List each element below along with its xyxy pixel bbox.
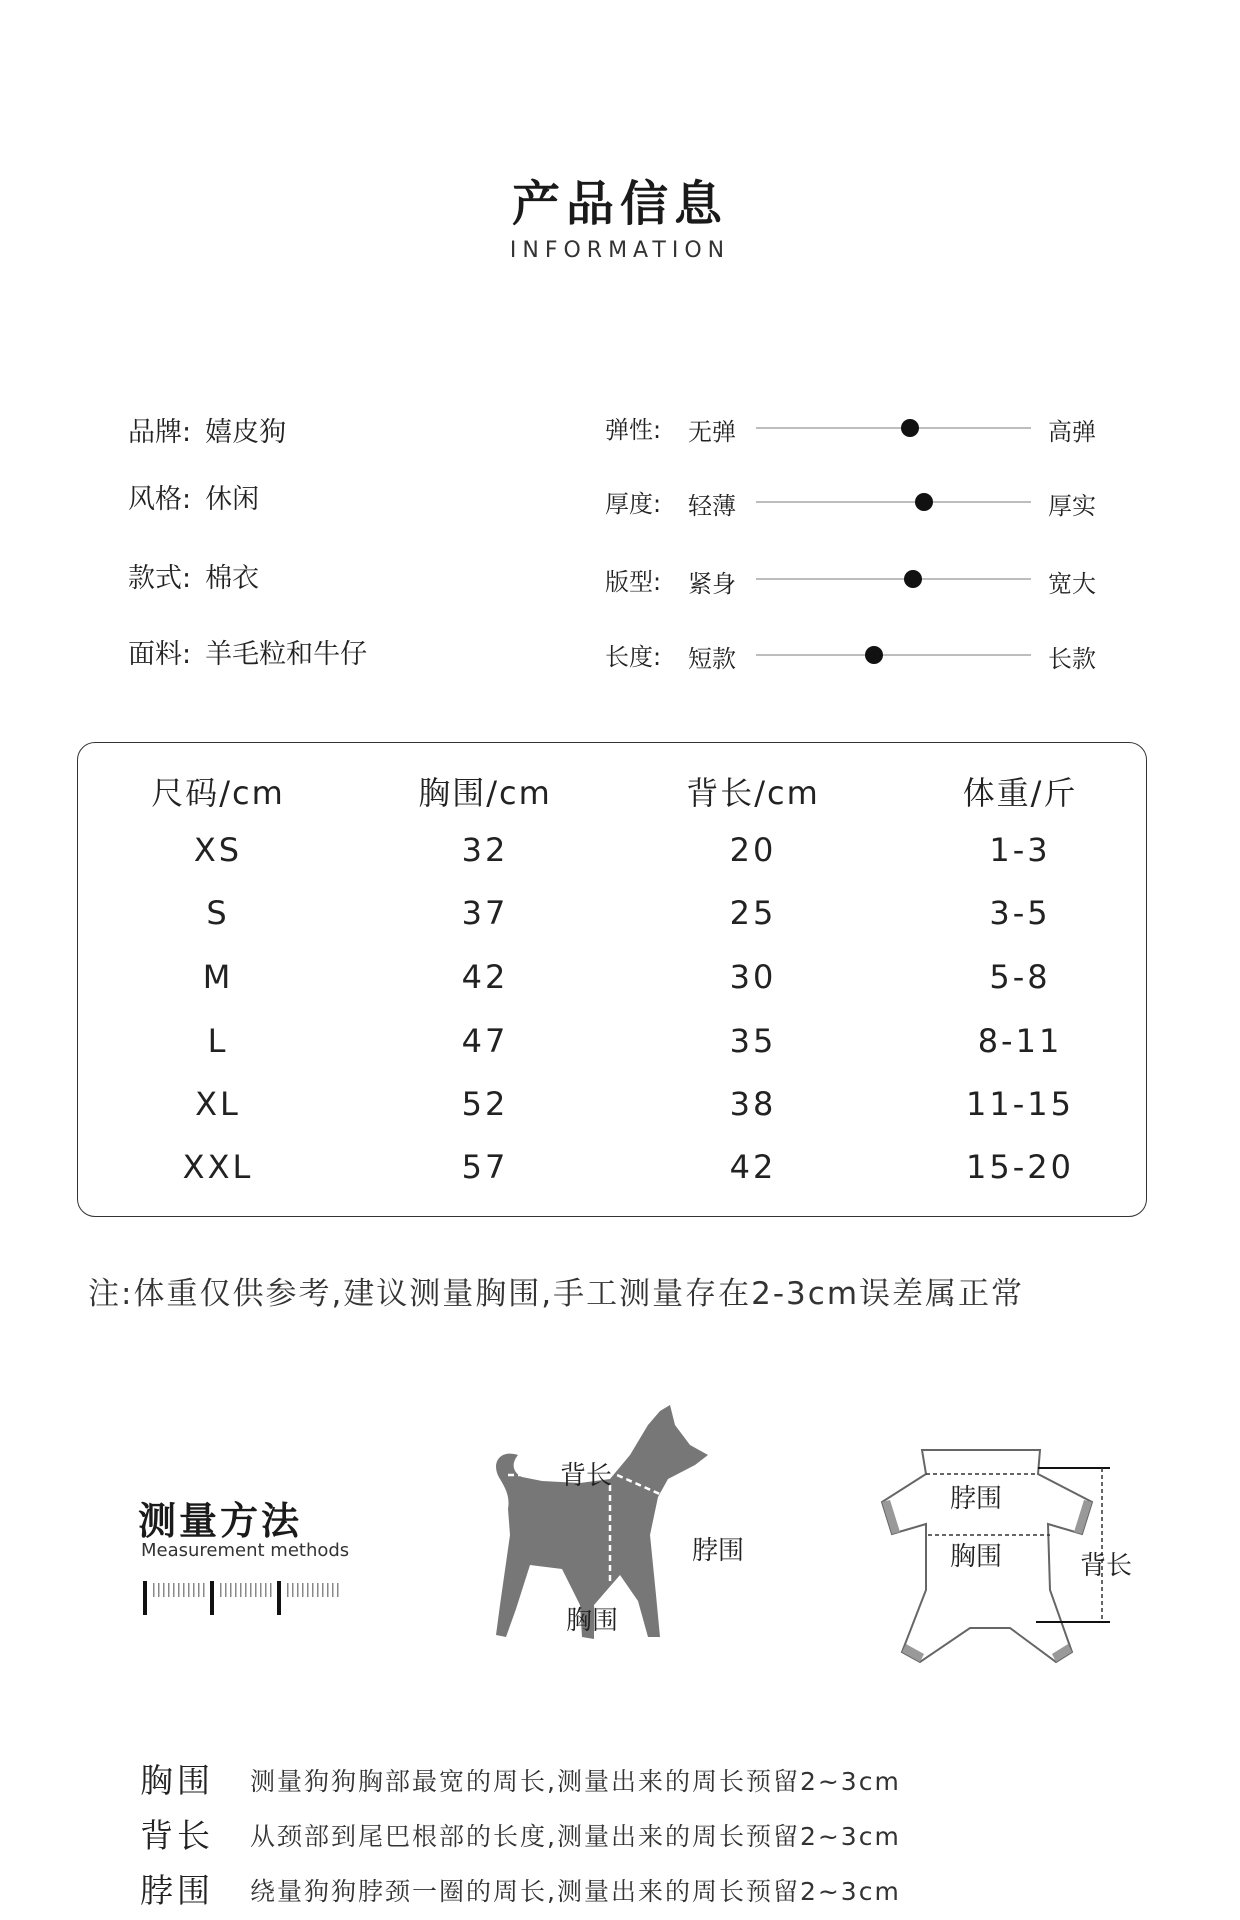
- slider-max-length: 长款: [1048, 645, 1096, 673]
- dog-label-chest: 胸围: [566, 1606, 619, 1636]
- table-cell: 35: [729, 1022, 777, 1060]
- attribute-fabric: [128, 632, 367, 671]
- slider-max-fit: 宽大: [1048, 570, 1096, 598]
- method-title: 测量方法: [138, 1499, 303, 1543]
- page-title: 产品信息: [511, 176, 728, 232]
- table-cell: 5-8: [989, 958, 1051, 996]
- slider-thumb: [904, 570, 922, 588]
- table-header-chest: 胸围/cm: [418, 774, 552, 812]
- dog-label-back: 背长: [560, 1461, 613, 1491]
- weight-note: 注:体重仅供参考,建议测量胸围,手工测量存在2-3cm误差属正常: [88, 1276, 1025, 1312]
- attribute-value: 休闲: [205, 484, 260, 515]
- slider-min-thickness: 轻薄: [688, 492, 736, 520]
- table-cell: 38: [729, 1085, 777, 1123]
- slider-max-thickness: 厚实: [1048, 492, 1096, 520]
- table-cell: M: [202, 958, 234, 996]
- table-cell: XL: [195, 1085, 241, 1123]
- table-cell: 30: [729, 958, 777, 996]
- table-cell: 57: [461, 1148, 509, 1186]
- slider-label-elasticity: 弹性:: [605, 416, 662, 444]
- definition-term-back: 背长: [140, 1816, 214, 1855]
- table-cell: 37: [461, 894, 509, 932]
- attribute-key: 面料:: [128, 639, 192, 670]
- table-cell: 47: [461, 1022, 509, 1060]
- slider-label-fit: 版型:: [605, 568, 662, 596]
- table-cell: 1-3: [989, 831, 1051, 869]
- table-cell: 32: [461, 831, 509, 869]
- slider-max-elasticity: 高弹: [1048, 418, 1096, 446]
- table-cell: 8-11: [977, 1022, 1063, 1060]
- attribute-key: 品牌:: [128, 417, 192, 448]
- slider-track-elasticity: [756, 427, 1031, 429]
- slider-thumb: [915, 493, 933, 511]
- definition-term-neck: 脖围: [140, 1871, 214, 1910]
- ruler-icon: [140, 1575, 350, 1620]
- table-cell: 25: [729, 894, 777, 932]
- slider-track-length: [756, 654, 1031, 656]
- table-cell: 15-20: [966, 1148, 1074, 1186]
- attribute-type: [128, 556, 259, 595]
- slider-track-thickness: [756, 501, 1031, 503]
- clothes-label-back: 背长: [1080, 1551, 1133, 1581]
- table-cell: 11-15: [966, 1085, 1074, 1123]
- table-cell: 42: [729, 1148, 777, 1186]
- dog-label-neck: 脖围: [692, 1536, 745, 1566]
- table-cell: XXL: [182, 1148, 254, 1186]
- attribute-value: 棉衣: [205, 563, 260, 594]
- slider-label-thickness: 厚度:: [605, 490, 662, 518]
- slider-track-fit: [756, 578, 1031, 580]
- table-cell: 52: [461, 1085, 509, 1123]
- attribute-value: 嬉皮狗: [205, 417, 287, 448]
- page-subtitle: INFORMATION: [509, 238, 731, 263]
- slider-min-fit: 紧身: [688, 570, 736, 598]
- table-cell: 20: [729, 831, 777, 869]
- definition-text-back: 从颈部到尾巴根部的长度,测量出来的周长预留2~3cm: [250, 1822, 901, 1851]
- slider-min-elasticity: 无弹: [688, 418, 736, 446]
- table-cell: S: [206, 894, 230, 932]
- definition-text-chest: 测量狗狗胸部最宽的周长,测量出来的周长预留2~3cm: [250, 1767, 901, 1796]
- table-header-weight: 体重/斤: [962, 774, 1078, 812]
- slider-label-length: 长度:: [605, 643, 662, 671]
- table-header-size: 尺码/cm: [151, 774, 285, 812]
- attribute-style: [128, 477, 259, 516]
- clothes-label-neck: 脖围: [950, 1484, 1003, 1514]
- table-cell: 3-5: [989, 894, 1051, 932]
- attribute-key: 款式:: [128, 563, 192, 594]
- definition-text-neck: 绕量狗狗脖颈一圈的周长,测量出来的周长预留2~3cm: [250, 1877, 901, 1906]
- table-header-back: 背长/cm: [686, 774, 820, 812]
- attribute-value: 羊毛粒和牛仔: [205, 639, 368, 670]
- method-subtitle: Measurement methods: [141, 1540, 350, 1561]
- attribute-key: 风格:: [128, 484, 192, 515]
- table-cell: L: [207, 1022, 229, 1060]
- slider-thumb: [865, 646, 883, 664]
- attribute-brand: [128, 410, 286, 449]
- table-cell: 42: [461, 958, 509, 996]
- definition-term-chest: 胸围: [140, 1761, 214, 1800]
- clothes-label-chest: 胸围: [950, 1542, 1003, 1572]
- slider-min-length: 短款: [688, 645, 736, 673]
- slider-thumb: [901, 419, 919, 437]
- table-cell: XS: [193, 831, 243, 869]
